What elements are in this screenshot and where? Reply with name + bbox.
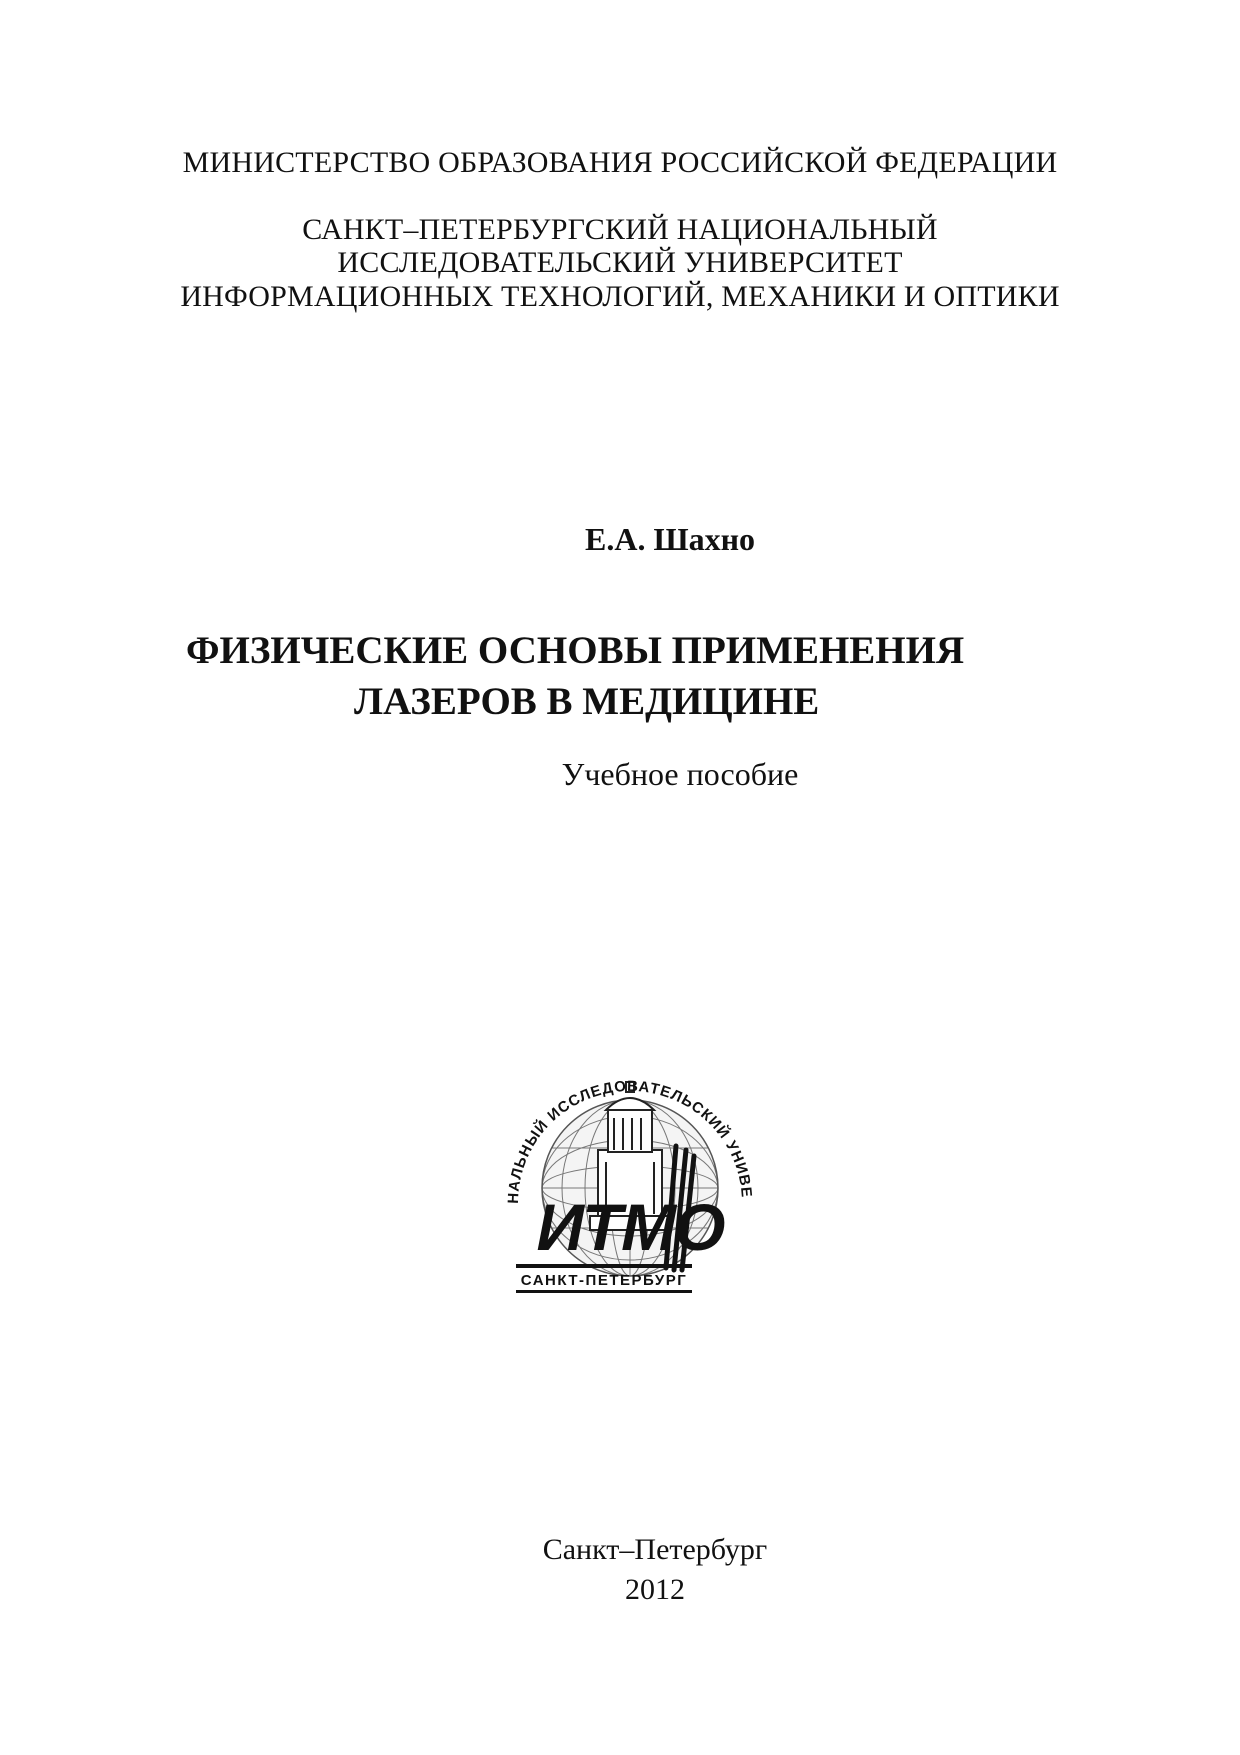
- book-title-line-2: ЛАЗЕРОВ В МЕДИЦИНЕ: [354, 680, 820, 723]
- logo-ring-text: НАЛЬНЫЙ ИССЛЕДОВАТЕЛЬСКИЙ УНИВЕ: [504, 1077, 755, 1205]
- ministry-heading: МИНИСТЕРСТВО ОБРАЗОВАНИЯ РОССИЙСКОЙ ФЕДЕРАЦИИ: [182, 146, 1058, 179]
- book-subtitle: Учебное пособие: [561, 756, 799, 792]
- logo-wordmark: ИТМО: [536, 1190, 724, 1264]
- publication-city: Санкт–Петербург: [542, 1533, 768, 1566]
- book-title-line-1: ФИЗИЧЕСКИЕ ОСНОВЫ ПРИМЕНЕНИЯ: [186, 629, 965, 672]
- author-name: Е.А. Шахно: [584, 521, 756, 557]
- publication-year: 2012: [625, 1573, 685, 1606]
- logo-city-text: САНКТ-ПЕТЕРБУРГ: [520, 1272, 688, 1289]
- university-name-line-3: ИНФОРМАЦИОННЫХ ТЕХНОЛОГИЙ, МЕХАНИКИ И ОПТИКИ: [180, 280, 1060, 313]
- university-name-line-1: САНКТ–ПЕТЕРБУРГСКИЙ НАЦИОНАЛЬНЫЙ: [302, 213, 938, 246]
- itmo-university-emblem-icon: [480, 1038, 780, 1308]
- university-name-line-2: ИССЛЕДОВАТЕЛЬСКИЙ УНИВЕРСИТЕТ: [337, 246, 903, 279]
